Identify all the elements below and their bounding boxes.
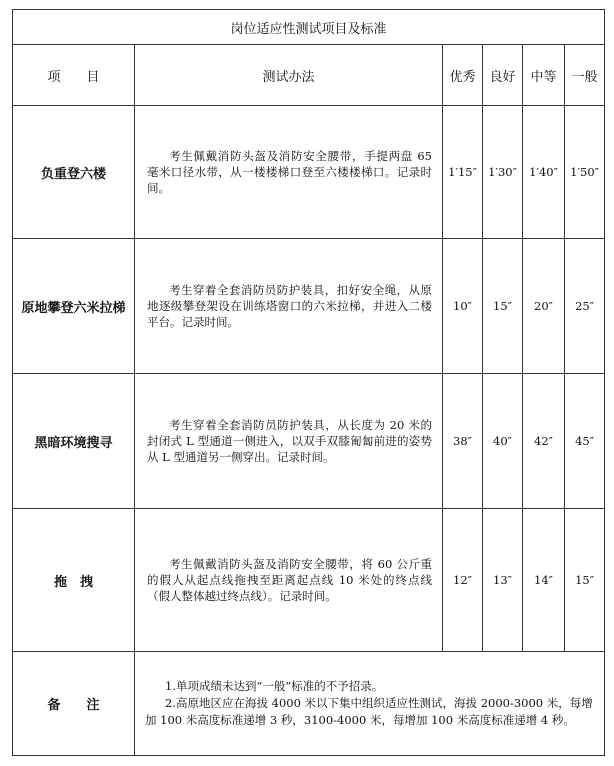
table-row bbox=[13, 509, 605, 652]
row-good: 40″ bbox=[483, 374, 523, 509]
notes-row bbox=[13, 652, 605, 756]
notes-content bbox=[135, 652, 605, 756]
table-row bbox=[13, 106, 605, 239]
note-line-2: 2.高原地区应在海拔 4000 米以下集中组织适应性测试，海拔 2000-3000 米，每增加 100 米高度标准递增 3 秒，3100-4000 米，每增加 100 米高度标准递增 4 秒。 bbox=[145, 696, 593, 727]
row-general: 45″ bbox=[565, 374, 605, 509]
header-method: 测试办法 bbox=[135, 45, 443, 106]
row-medium: 42″ bbox=[523, 374, 565, 509]
row-item: 拖 拽 bbox=[13, 509, 135, 652]
header-row bbox=[13, 45, 605, 106]
row-item: 原地攀登六米拉梯 bbox=[13, 239, 135, 374]
header-medium: 中等 bbox=[523, 45, 565, 106]
notes-label: 备 注 bbox=[13, 652, 135, 756]
row-method: 考生穿着全套消防员防护装具，扣好安全绳，从原地逐级攀登架设在训练塔窗口的六米拉梯，并进入二楼平台。记录时间。 bbox=[135, 239, 443, 374]
header-good: 良好 bbox=[483, 45, 523, 106]
row-method: 考生佩戴消防头盔及消防安全腰带，手提两盘 65 毫米口径水带，从一楼楼梯口登至六楼楼梯口。记录时间。 bbox=[135, 106, 443, 239]
row-method: 考生佩戴消防头盔及消防安全腰带，将 60 公斤重的假人从起点线拖拽至距离起点线 10 米处的终点线（假人整体越过终点线）。记录时间。 bbox=[135, 509, 443, 652]
row-item: 黑暗环境搜寻 bbox=[13, 374, 135, 509]
row-medium: 14″ bbox=[523, 509, 565, 652]
row-good: 15″ bbox=[483, 239, 523, 374]
header-excellent: 优秀 bbox=[443, 45, 483, 106]
row-medium: 1′40″ bbox=[523, 106, 565, 239]
table-row bbox=[13, 239, 605, 374]
note-line-1: 1.单项成绩未达到“一般”标准的不予招录。 bbox=[165, 679, 384, 693]
header-general: 一般 bbox=[565, 45, 605, 106]
row-general: 15″ bbox=[565, 509, 605, 652]
row-good: 13″ bbox=[483, 509, 523, 652]
row-good: 1′30″ bbox=[483, 106, 523, 239]
standards-table bbox=[12, 9, 605, 756]
row-excellent: 10″ bbox=[443, 239, 483, 374]
row-method: 考生穿着全套消防员防护装具，从长度为 20 米的封闭式 L 型通道一侧进入，以双手双膝匍匐前进的姿势从 L 型通道另一侧穿出。记录时间。 bbox=[135, 374, 443, 509]
row-general: 1′50″ bbox=[565, 106, 605, 239]
table-title: 岗位适应性测试项目及标准 bbox=[13, 10, 605, 45]
row-excellent: 38″ bbox=[443, 374, 483, 509]
row-general: 25″ bbox=[565, 239, 605, 374]
row-excellent: 12″ bbox=[443, 509, 483, 652]
row-excellent: 1′15″ bbox=[443, 106, 483, 239]
header-item: 项 目 bbox=[13, 45, 135, 106]
table-row bbox=[13, 374, 605, 509]
row-medium: 20″ bbox=[523, 239, 565, 374]
row-item: 负重登六楼 bbox=[13, 106, 135, 239]
